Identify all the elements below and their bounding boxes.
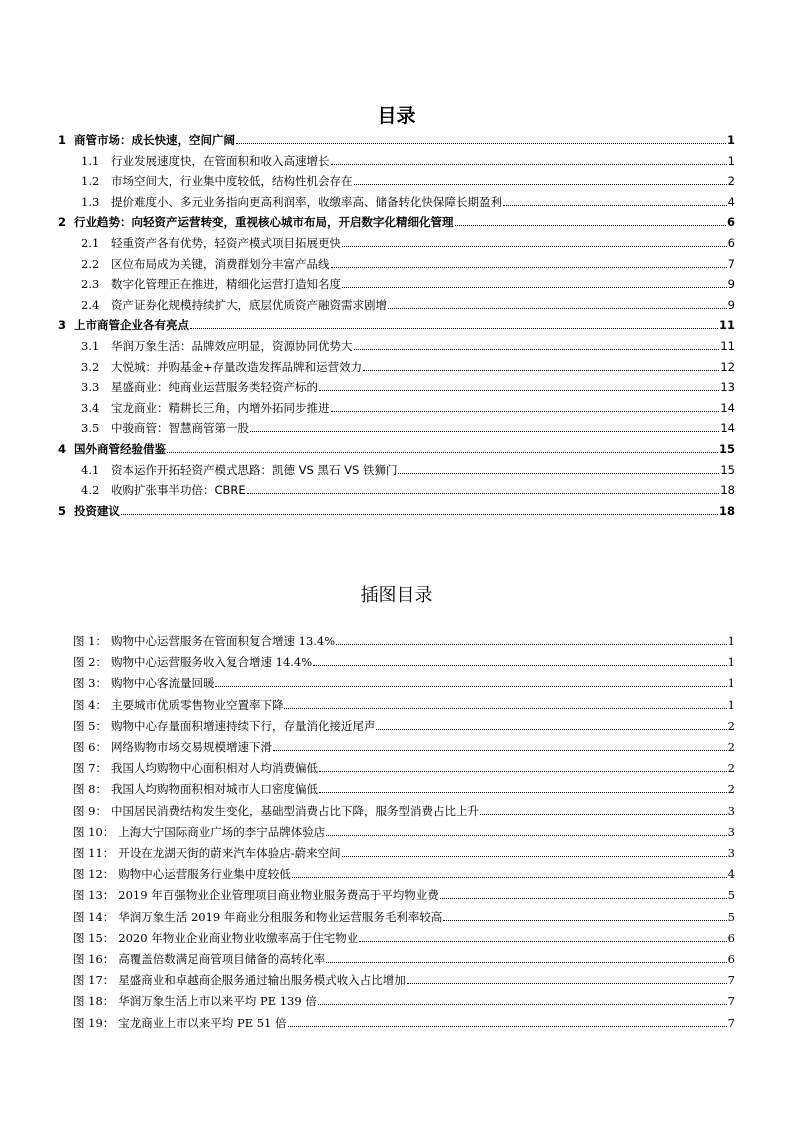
dot-leader	[336, 643, 727, 645]
entry-number: 2.4	[81, 297, 100, 312]
toc-section-entry[interactable]	[58, 436, 735, 456]
entry-number: 图 2：	[73, 655, 107, 670]
entry-number: 2	[58, 215, 67, 230]
dot-leader	[440, 897, 727, 899]
entry-title: 购物中心客流量回暖	[110, 676, 215, 691]
dot-leader	[342, 855, 727, 857]
dot-leader	[331, 266, 727, 268]
toc-section-entry[interactable]	[58, 127, 735, 147]
entry-title: 大悦城：并购基金+存量改造发挥品牌和运营效力	[111, 359, 363, 374]
dot-leader	[503, 204, 727, 206]
entry-title: 开设在龙湖天街的蔚来汽车体验店-蔚来空间	[118, 846, 341, 860]
dot-leader	[319, 389, 719, 391]
figure-entry[interactable]	[73, 967, 735, 987]
toc-subsection-entry[interactable]	[81, 230, 735, 250]
entry-title: 提价难度小、多元业务指向更高利润率，收缴率高、储备转化快保障长期盈利	[111, 194, 502, 209]
entry-page-number: 9	[727, 277, 735, 292]
dot-leader	[443, 919, 726, 921]
entry-number: 图 6：	[73, 740, 107, 754]
entry-number: 4	[58, 442, 67, 456]
entry-title: 购物中心运营服务在管面积复合增速 13.4%	[110, 634, 336, 648]
entry-number: 2.3	[81, 277, 100, 292]
entry-page-number: 6	[726, 215, 735, 230]
dot-leader	[236, 142, 726, 144]
toc-subsection-entry[interactable]	[81, 415, 735, 435]
figure-entry[interactable]	[73, 755, 735, 775]
figure-entry[interactable]	[73, 1010, 735, 1030]
dot-leader	[326, 961, 726, 963]
entry-title: 星盛商业：纯商业运营服务类轻资产标的	[111, 380, 318, 395]
dot-leader	[284, 707, 726, 709]
entry-page-number: 2	[727, 740, 735, 754]
dot-leader	[398, 472, 719, 474]
entry-title: 星盛商业和卓越商企服务通过输出服务模式收入占比增加	[118, 973, 406, 988]
entry-number: 1	[58, 133, 67, 147]
entry-number: 2.1	[81, 236, 100, 250]
entry-title: 数字化管理正在推进，精细化运营打造知名度	[111, 277, 341, 292]
figure-entry[interactable]	[73, 649, 735, 669]
entry-number: 图 14：	[73, 909, 115, 924]
dot-leader	[326, 834, 726, 836]
dot-leader	[376, 728, 726, 730]
figure-entry[interactable]	[73, 798, 735, 818]
dot-leader	[250, 430, 719, 432]
entry-number: 3.1	[81, 339, 100, 353]
entry-page-number: 4	[727, 867, 735, 882]
entry-page-number: 3	[727, 803, 735, 818]
entry-title: 收购扩张事半功倍：CBRE	[111, 483, 246, 498]
dot-leader	[388, 307, 727, 309]
entry-page-number: 6	[727, 952, 735, 966]
entry-title: 行业发展速度快，在管面积和收入高速增长	[111, 153, 330, 168]
entry-title: 我国人均购物中心面积相对人均消费偏低	[110, 761, 318, 776]
entry-page-number: 2	[727, 174, 735, 189]
entry-page-number: 11	[718, 318, 735, 333]
entry-page-number: 12	[720, 359, 735, 374]
entry-title: 购物中心运营服务收入复合增速 14.4%	[110, 655, 313, 670]
entry-number: 图 19：	[73, 1015, 115, 1030]
entry-page-number: 2	[727, 782, 735, 797]
dot-leader	[480, 813, 727, 815]
toc-subsection-entry[interactable]	[81, 374, 735, 394]
dot-leader	[167, 451, 718, 453]
entry-page-number: 5	[727, 888, 735, 903]
entry-page-number: 11	[720, 339, 735, 353]
entry-title: 我国人均购物面积相对城市人口密度偏低	[110, 782, 318, 797]
dot-leader	[215, 685, 726, 687]
entry-page-number: 7	[727, 973, 735, 988]
figure-entry[interactable]	[73, 904, 735, 924]
entry-number: 3.4	[81, 400, 100, 415]
dot-leader	[288, 1025, 727, 1027]
toc-subsection-entry[interactable]	[81, 395, 735, 415]
entry-page-number: 1	[727, 676, 735, 691]
dot-leader	[319, 791, 727, 793]
dot-leader	[359, 940, 726, 942]
entry-page-number: 1	[727, 655, 735, 670]
entry-page-number: 3	[727, 846, 735, 860]
entry-page-number: 15	[720, 462, 735, 477]
figure-entry[interactable]	[73, 861, 735, 881]
figure-entry[interactable]	[73, 692, 735, 712]
dot-leader	[121, 513, 718, 515]
entry-number: 图 3：	[73, 676, 107, 691]
dot-leader	[363, 369, 719, 371]
toc-subsection-entry[interactable]	[81, 168, 735, 188]
figure-entry[interactable]	[73, 988, 735, 1008]
dot-leader	[342, 245, 727, 247]
dot-leader	[190, 327, 718, 329]
entry-title: 投资建议	[74, 503, 120, 518]
entry-title: 2019 年百强物业企业管理项目商业物业服务费高于平均物业费	[118, 888, 439, 903]
dot-leader	[354, 348, 720, 350]
figure-entry[interactable]	[73, 925, 735, 945]
entry-number: 图 7：	[73, 761, 107, 776]
entry-title: 华润万象生活：品牌效应明显，资源协同优势大	[111, 339, 353, 353]
entry-page-number: 2	[727, 718, 735, 733]
entry-title: 中骏商管：智慧商管第一股	[111, 421, 249, 436]
entry-number: 1.3	[81, 194, 100, 209]
dot-leader	[407, 982, 727, 984]
entry-page-number: 7	[727, 1015, 735, 1030]
entry-number: 5	[58, 503, 67, 518]
entry-title: 宝龙商业上市以来平均 PE 51 倍	[118, 1015, 287, 1030]
entry-title: 购物中心运营服务行业集中度较低	[118, 867, 291, 882]
entry-page-number: 3	[727, 824, 735, 839]
entry-title: 主要城市优质零售物业空置率下降	[110, 697, 284, 712]
entry-page-number: 13	[720, 380, 735, 395]
entry-number: 图 9：	[73, 803, 107, 818]
entry-title: 2020 年物业企业商业物业收缴率高于住宅物业	[118, 930, 359, 945]
entry-number: 图 4：	[73, 697, 107, 712]
dot-leader	[331, 410, 720, 412]
entry-number: 图 8：	[73, 782, 107, 797]
entry-page-number: 5	[727, 909, 735, 924]
entry-page-number: 1	[727, 634, 735, 648]
entry-number: 图 10：	[73, 824, 115, 839]
entry-number: 4.2	[81, 483, 100, 498]
toc-subsection-entry[interactable]	[81, 251, 735, 271]
entry-number: 图 13：	[73, 888, 115, 903]
dot-leader	[292, 876, 727, 878]
entry-title: 区位布局成为关键，消费群划分丰富产品线	[111, 256, 330, 271]
entry-number: 图 15：	[73, 930, 115, 945]
dot-leader	[273, 749, 727, 751]
toc-subsection-entry[interactable]	[81, 271, 735, 291]
dot-leader	[331, 163, 727, 165]
entry-title: 商管市场：成长快速，空间广阔	[74, 133, 235, 147]
entry-page-number: 18	[720, 483, 735, 498]
entry-number: 3.5	[81, 421, 100, 436]
entry-title: 上海大宁国际商业广场的李宁品牌体验店	[118, 824, 326, 839]
entry-number: 图 11：	[73, 846, 115, 860]
entry-title: 中国居民消费结构发生变化，基础型消费占比下降，服务型消费占比上升	[110, 803, 479, 818]
entry-number: 3.3	[81, 380, 100, 395]
entry-page-number: 1	[727, 153, 735, 168]
entry-page-number: 14	[720, 400, 735, 415]
toc-subsection-entry[interactable]	[81, 189, 735, 209]
entry-page-number: 18	[718, 503, 735, 518]
entry-page-number: 1	[726, 133, 735, 147]
entry-page-number: 7	[727, 256, 735, 271]
figure-entry[interactable]	[73, 734, 735, 754]
entry-number: 图 17：	[73, 973, 115, 988]
dot-leader	[247, 492, 720, 494]
toc-subsection-entry[interactable]	[81, 333, 735, 353]
entry-page-number: 14	[720, 421, 735, 436]
toc-subsection-entry[interactable]	[81, 457, 735, 477]
figure-entry[interactable]	[73, 946, 735, 966]
dot-leader	[455, 224, 726, 226]
toc-subsection-entry[interactable]	[81, 477, 735, 497]
toc-subsection-entry[interactable]	[81, 292, 735, 312]
entry-title: 网络购物市场交易规模增速下滑	[110, 740, 272, 754]
entry-page-number: 6	[727, 236, 735, 250]
entry-title: 资本运作开拓轻资产模式思路：凯德 VS 黑石 VS 铁狮门	[111, 462, 398, 477]
entry-number: 图 5：	[73, 718, 107, 733]
entry-title: 宝龙商业：精耕长三角，内增外拓同步推进	[111, 400, 330, 415]
figure-entry[interactable]	[73, 713, 735, 733]
figure-entry[interactable]	[73, 628, 735, 648]
entry-title: 高覆盖倍数满足商管项目储备的高转化率	[118, 952, 326, 966]
entry-number: 4.1	[81, 462, 100, 477]
dot-leader	[313, 664, 727, 666]
figure-entry[interactable]	[73, 882, 735, 902]
entry-title: 国外商管经验借鉴	[74, 442, 166, 456]
entry-page-number: 15	[718, 442, 735, 456]
dot-leader	[318, 1003, 727, 1005]
entry-number: 图 12：	[73, 867, 115, 882]
figure-entry[interactable]	[73, 670, 735, 690]
entry-number: 图 1：	[73, 634, 107, 648]
entry-page-number: 1	[727, 697, 735, 712]
toc-subsection-entry[interactable]	[81, 148, 735, 168]
entry-title: 轻重资产各有优势，轻资产模式项目拓展更快	[111, 236, 341, 250]
entry-number: 1.2	[81, 174, 100, 189]
entry-number: 3	[58, 318, 67, 333]
entry-title: 市场空间大，行业集中度较低，结构性机会存在	[111, 174, 353, 189]
toc-subsection-entry[interactable]	[81, 354, 735, 374]
toc-section-entry[interactable]	[58, 209, 735, 229]
dot-leader	[354, 183, 727, 185]
figure-entry[interactable]	[73, 776, 735, 796]
figure-list-title: 插图目录	[360, 585, 433, 606]
toc-title: 目录	[377, 105, 416, 127]
entry-page-number: 2	[727, 761, 735, 776]
dot-leader	[342, 286, 727, 288]
entry-number: 图 18：	[73, 994, 115, 1009]
entry-number: 1.1	[81, 153, 100, 168]
entry-title: 购物中心存量面积增速持续下行，存量消化接近尾声	[110, 718, 376, 733]
entry-title: 华润万象生活 2019 年商业分租服务和物业运营服务毛利率较高	[118, 909, 443, 924]
entry-number: 图 16：	[73, 952, 115, 966]
toc-section-entry[interactable]	[58, 498, 735, 518]
entry-number: 2.2	[81, 256, 100, 271]
dot-leader	[319, 770, 727, 772]
entry-title: 资产证券化规模持续扩大，底层优质资产融资需求剧增	[111, 297, 387, 312]
figure-entry[interactable]	[73, 819, 735, 839]
entry-number: 3.2	[81, 359, 100, 374]
entry-page-number: 9	[727, 297, 735, 312]
entry-title: 行业趋势：向轻资产运营转变，重视核心城市布局，开启数字化精细化管理	[74, 215, 454, 230]
entry-page-number: 6	[727, 930, 735, 945]
entry-page-number: 7	[727, 994, 735, 1009]
entry-title: 上市商管企业各有亮点	[74, 318, 189, 333]
figure-entry[interactable]	[73, 840, 735, 860]
entry-page-number: 4	[727, 194, 735, 209]
entry-title: 华润万象生活上市以来平均 PE 139 倍	[118, 994, 317, 1009]
toc-section-entry[interactable]	[58, 312, 735, 332]
